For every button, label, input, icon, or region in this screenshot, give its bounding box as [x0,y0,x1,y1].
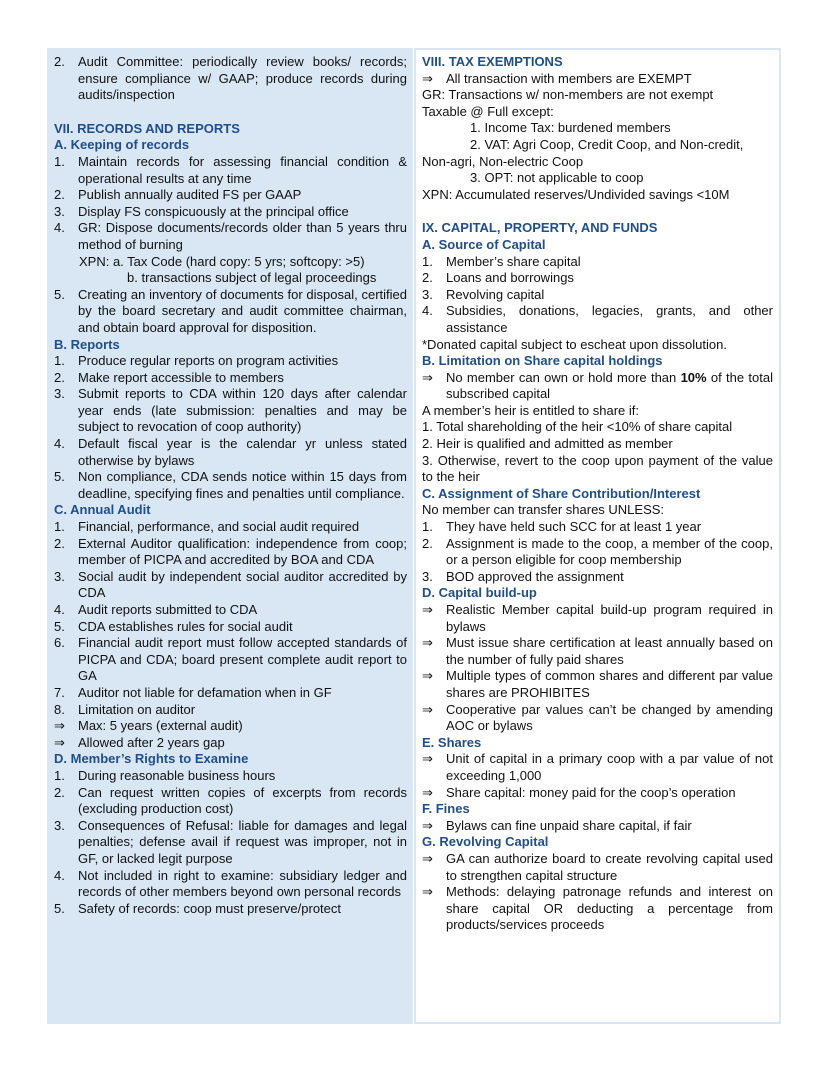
list-item [54,768,407,785]
tax-taxable-line: Taxable @ Full except: [422,103,554,119]
heir-item-3: 3. Otherwise, revert to the coop upon payment of the value to the heir [422,452,773,485]
arrow-icon: ⇒ [422,884,433,900]
right-column [414,48,781,1024]
list-item: 5. Creating an inventory of documents for disposal, certified by the board secretary and audit committee chairman, and obtain board approval for disposition. [54,286,407,335]
list-item-text: Make report accessible to members [78,369,284,385]
list-number: 1. [422,253,433,269]
list-item [54,353,407,370]
reports-list [54,353,407,502]
fines-list [422,818,773,835]
list-item-text: CDA establishes rules for social audit [78,618,293,634]
arrow-icon: ⇒ [54,718,65,734]
list-item-text: Cooperative par values can’t be changed by amending AOC or bylaws [446,701,773,734]
list-number: 2. [54,187,65,203]
list-item-text: Methods: delaying patronage refunds and interest on share capital OR deducting a percentage from products/services proceeds [446,884,773,933]
list-number: 1. [54,353,65,369]
list-item-text: Auditor not liable for defamation when in GF [78,684,332,700]
arrow-icon: ⇒ [422,850,433,866]
list-number: 4. [422,303,433,319]
list-item-text: Revolving capital [446,286,545,302]
list-item-text: Share capital: money paid for the coop’s operation [446,784,736,800]
list-item [54,901,407,918]
revolving-capital-list [422,851,773,934]
list-item [422,569,773,586]
list-number: 6. [54,635,65,651]
list-number: 7. [54,684,65,700]
list-item [422,602,773,635]
assignment-list [422,519,773,585]
list-item [422,254,773,271]
list-item [54,868,407,901]
keeping-records-list [54,154,407,254]
subsection-title-shares: E. Shares [422,734,482,750]
list-item-text: Can request written copies of excerpts from records (excluding production cost) [78,784,407,817]
annual-audit-list [54,519,407,751]
list-item [54,702,407,719]
list-number: 3. [54,386,65,402]
tax-item-2: 2. VAT: Agri Coop, Credit Coop, and Non-credit, [470,136,744,152]
list-item [422,303,773,336]
list-item [422,785,773,802]
list-item-text: Consequences of Refusal: liable for damages and legal penalties; defense avail if request was improper, not in GF, or lacked legit purpose [78,817,407,866]
arrow-icon: ⇒ [422,635,433,651]
arrow-icon: ⇒ [54,734,65,750]
list-item-text: GR: Dispose documents/records older than 5 years thru method of burning [78,220,407,252]
list-number: 2. [54,369,65,385]
list-number: 1. [54,767,65,783]
list-item [422,635,773,668]
list-item-text: Submit reports to CDA within 120 days after calendar year ends (late submission: penalties and may be subject to revocation of coop authority) [78,386,407,435]
list-item [54,818,407,868]
arrow-icon: ⇒ [422,751,433,767]
list-item [54,685,407,702]
xpn-line-a: XPN: a. Tax Code (hard copy: 5 yrs; softcopy: >5) [79,253,365,269]
list-item-text: Bylaws can fine unpaid share capital, if fair [446,817,692,833]
left-column [47,48,413,1024]
list-item-text: Allowed after 2 years gap [78,734,225,750]
subsection-title-fines: F. Fines [422,801,470,817]
tax-item-3: 3. OPT: not applicable to coop [470,170,644,186]
list-item [54,519,407,536]
section-title-ix: IX. CAPITAL, PROPERTY, AND FUNDS [422,220,658,236]
list-item [54,718,407,735]
arrow-icon: ⇒ [422,668,433,684]
list-number: 3. [54,817,65,833]
subsection-title-limitation: B. Limitation on Share capital holdings [422,353,663,369]
list-item [422,884,773,934]
section-title-vii: VII. RECORDS AND REPORTS [54,120,240,136]
list-number: 4. [54,602,65,617]
list-item [422,287,773,304]
list-item: ⇒ No member can own or hold more than 10% of the total subscribed capital [422,369,773,402]
list-item-text: Member’s share capital [446,253,581,269]
list-item-text: Multiple types of common shares and different par value shares are PROHIBITES [446,668,773,700]
list-number: 3. [422,568,433,584]
list-number: 5. [54,900,65,916]
capital-buildup-list [422,602,773,735]
subsection-title-source-capital: A. Source of Capital [422,236,546,252]
list-item-text: Realistic Member capital build-up program required in bylaws [446,602,773,634]
subsection-title-capital-buildup: D. Capital build-up [422,585,537,601]
subsection-title-assignment: C. Assignment of Share Contribution/Interest [422,485,701,501]
list-item [54,436,407,469]
list-item-text: Limitation on auditor [78,701,196,717]
tax-item-2-cont: Non-agri, Non-electric Coop [422,153,584,169]
list-number: 1. [54,153,65,169]
arrow-icon: ⇒ [422,817,433,833]
members-rights-list [54,768,407,917]
shares-list [422,751,773,801]
section-title-viii: VIII. TAX EXEMPTIONS [422,54,563,69]
list-item [54,785,407,818]
list-number: 3. [54,203,65,219]
list-item-text: Default fiscal year is the calendar yr unless stated otherwise by bylaws [78,436,407,468]
subsection-title-keeping-records: A. Keeping of records [54,137,190,153]
list-item [54,569,407,602]
heir-intro: A member’s heir is entitled to share if: [422,402,640,418]
arrow-icon: ⇒ [422,701,433,717]
subsection-title-annual-audit: C. Annual Audit [54,502,151,518]
list-number: 8. [54,701,65,717]
list-item: 2. Audit Committee: periodically review books/ records; ensure compliance w/ GAAP; produce records during audits/inspection [54,54,407,103]
list-item [422,536,773,569]
source-capital-list [422,254,773,337]
list-item [422,751,773,784]
list-item [422,270,773,287]
list-item-text: Non compliance, CDA sends notice within 15 days from deadline, specifying fines and penalties until compliance. [78,469,407,501]
heir-item-1: 1. Total shareholding of the heir <10% of share capital [422,419,733,435]
list-item [422,702,773,735]
heir-item-2: 2. Heir is qualified and admitted as member [422,436,673,452]
donated-capital-note: *Donated capital subject to escheat upon dissolution. [422,336,727,352]
tax-xpn-line: XPN: Accumulated reserves/Undivided savings <10M [422,186,730,202]
list-item [54,386,407,436]
xpn-line-b: b. transactions subject of legal proceedings [127,270,377,286]
list-item-text: Assignment is made to the coop, a member of the coop, or a person eligible for coop membership [446,535,773,568]
list-number: 3. [422,286,433,302]
list-item-text: They have held such SCC for at least 1 year [446,519,702,535]
list-item-text: Publish annually audited FS per GAAP [78,187,302,203]
list-item [54,469,407,502]
list-item-text: During reasonable business hours [78,767,276,783]
list-item-text: Financial, performance, and social audit required [78,519,360,535]
list-item-text: Display FS conspicuously at the principal office [78,203,349,219]
subsection-title-members-rights: D. Member’s Rights to Examine [54,751,249,767]
list-item [54,204,407,221]
list-item-text: Audit reports submitted to CDA [78,602,258,617]
list-number: 2. [54,784,65,800]
list-item-text: Max: 5 years (external audit) [78,718,243,734]
arrow-icon: ⇒ [422,784,433,800]
assignment-intro: No member can transfer shares UNLESS: [422,502,665,518]
list-item [54,370,407,387]
list-item-text: Must issue share certification at least annually based on the number of fully paid shares [446,635,773,667]
list-item [54,735,407,752]
list-item [54,187,407,204]
list-item-text: GA can authorize board to create revolving capital used to strengthen capital structure [446,850,773,883]
list-item-text: Subsidies, donations, legacies, grants, and other assistance [446,303,773,335]
list-item [422,851,773,884]
list-item: ⇒ All transaction with members are EXEMPT [422,70,692,86]
list-item-text: Loans and borrowings [446,270,574,286]
list-item-text: Unit of capital in a primary coop with a par value of not exceeding 1,000 [446,751,773,783]
list-item [54,602,407,619]
list-item [54,619,407,636]
tax-item-1: 1. Income Tax: burdened members [470,120,671,136]
list-number: 1. [422,519,433,535]
subsection-title-revolving-capital: G. Revolving Capital [422,834,549,850]
list-item [54,154,407,187]
list-item [54,635,407,685]
list-item [422,818,773,835]
list-item [422,668,773,701]
list-number: 4. [54,220,65,236]
list-item-text: Maintain records for assessing financial condition & operational results at any time [78,153,407,186]
arrow-icon: ⇒ [422,602,433,617]
subsection-title-reports: B. Reports [54,336,120,352]
list-item-text: Safety of records: coop must preserve/protect [78,900,342,916]
list-number: 2. [422,270,433,286]
list-number: 4. [54,436,65,452]
list-item [422,519,773,536]
list-item [54,220,407,253]
list-number: 1. [54,519,65,535]
list-item-text: Produce regular reports on program activities [78,353,339,369]
list-item-text: Not included in right to examine: subsidiary ledger and records of other members beyond own personal records [78,867,407,900]
list-number: 2. [422,535,433,551]
list-item [54,536,407,569]
list-number: 5. [54,469,65,485]
list-number: 3. [54,568,65,584]
list-number: 5. [54,618,65,634]
list-item-text: Social audit by independent social auditor accredited by CDA [78,568,407,601]
list-item-text: BOD approved the assignment [446,568,624,584]
tax-gr-line: GR: Transactions w/ non-members are not exempt [422,87,714,103]
list-number: 4. [54,867,65,883]
list-number: 2. [54,535,65,551]
list-item-text: Financial audit report must follow accepted standards of PICPA and CDA; board present complete audit report to GA [78,635,407,684]
list-item-text: External Auditor qualification: independence from coop; member of PICPA and accredited by BOA and CDA [78,535,407,568]
